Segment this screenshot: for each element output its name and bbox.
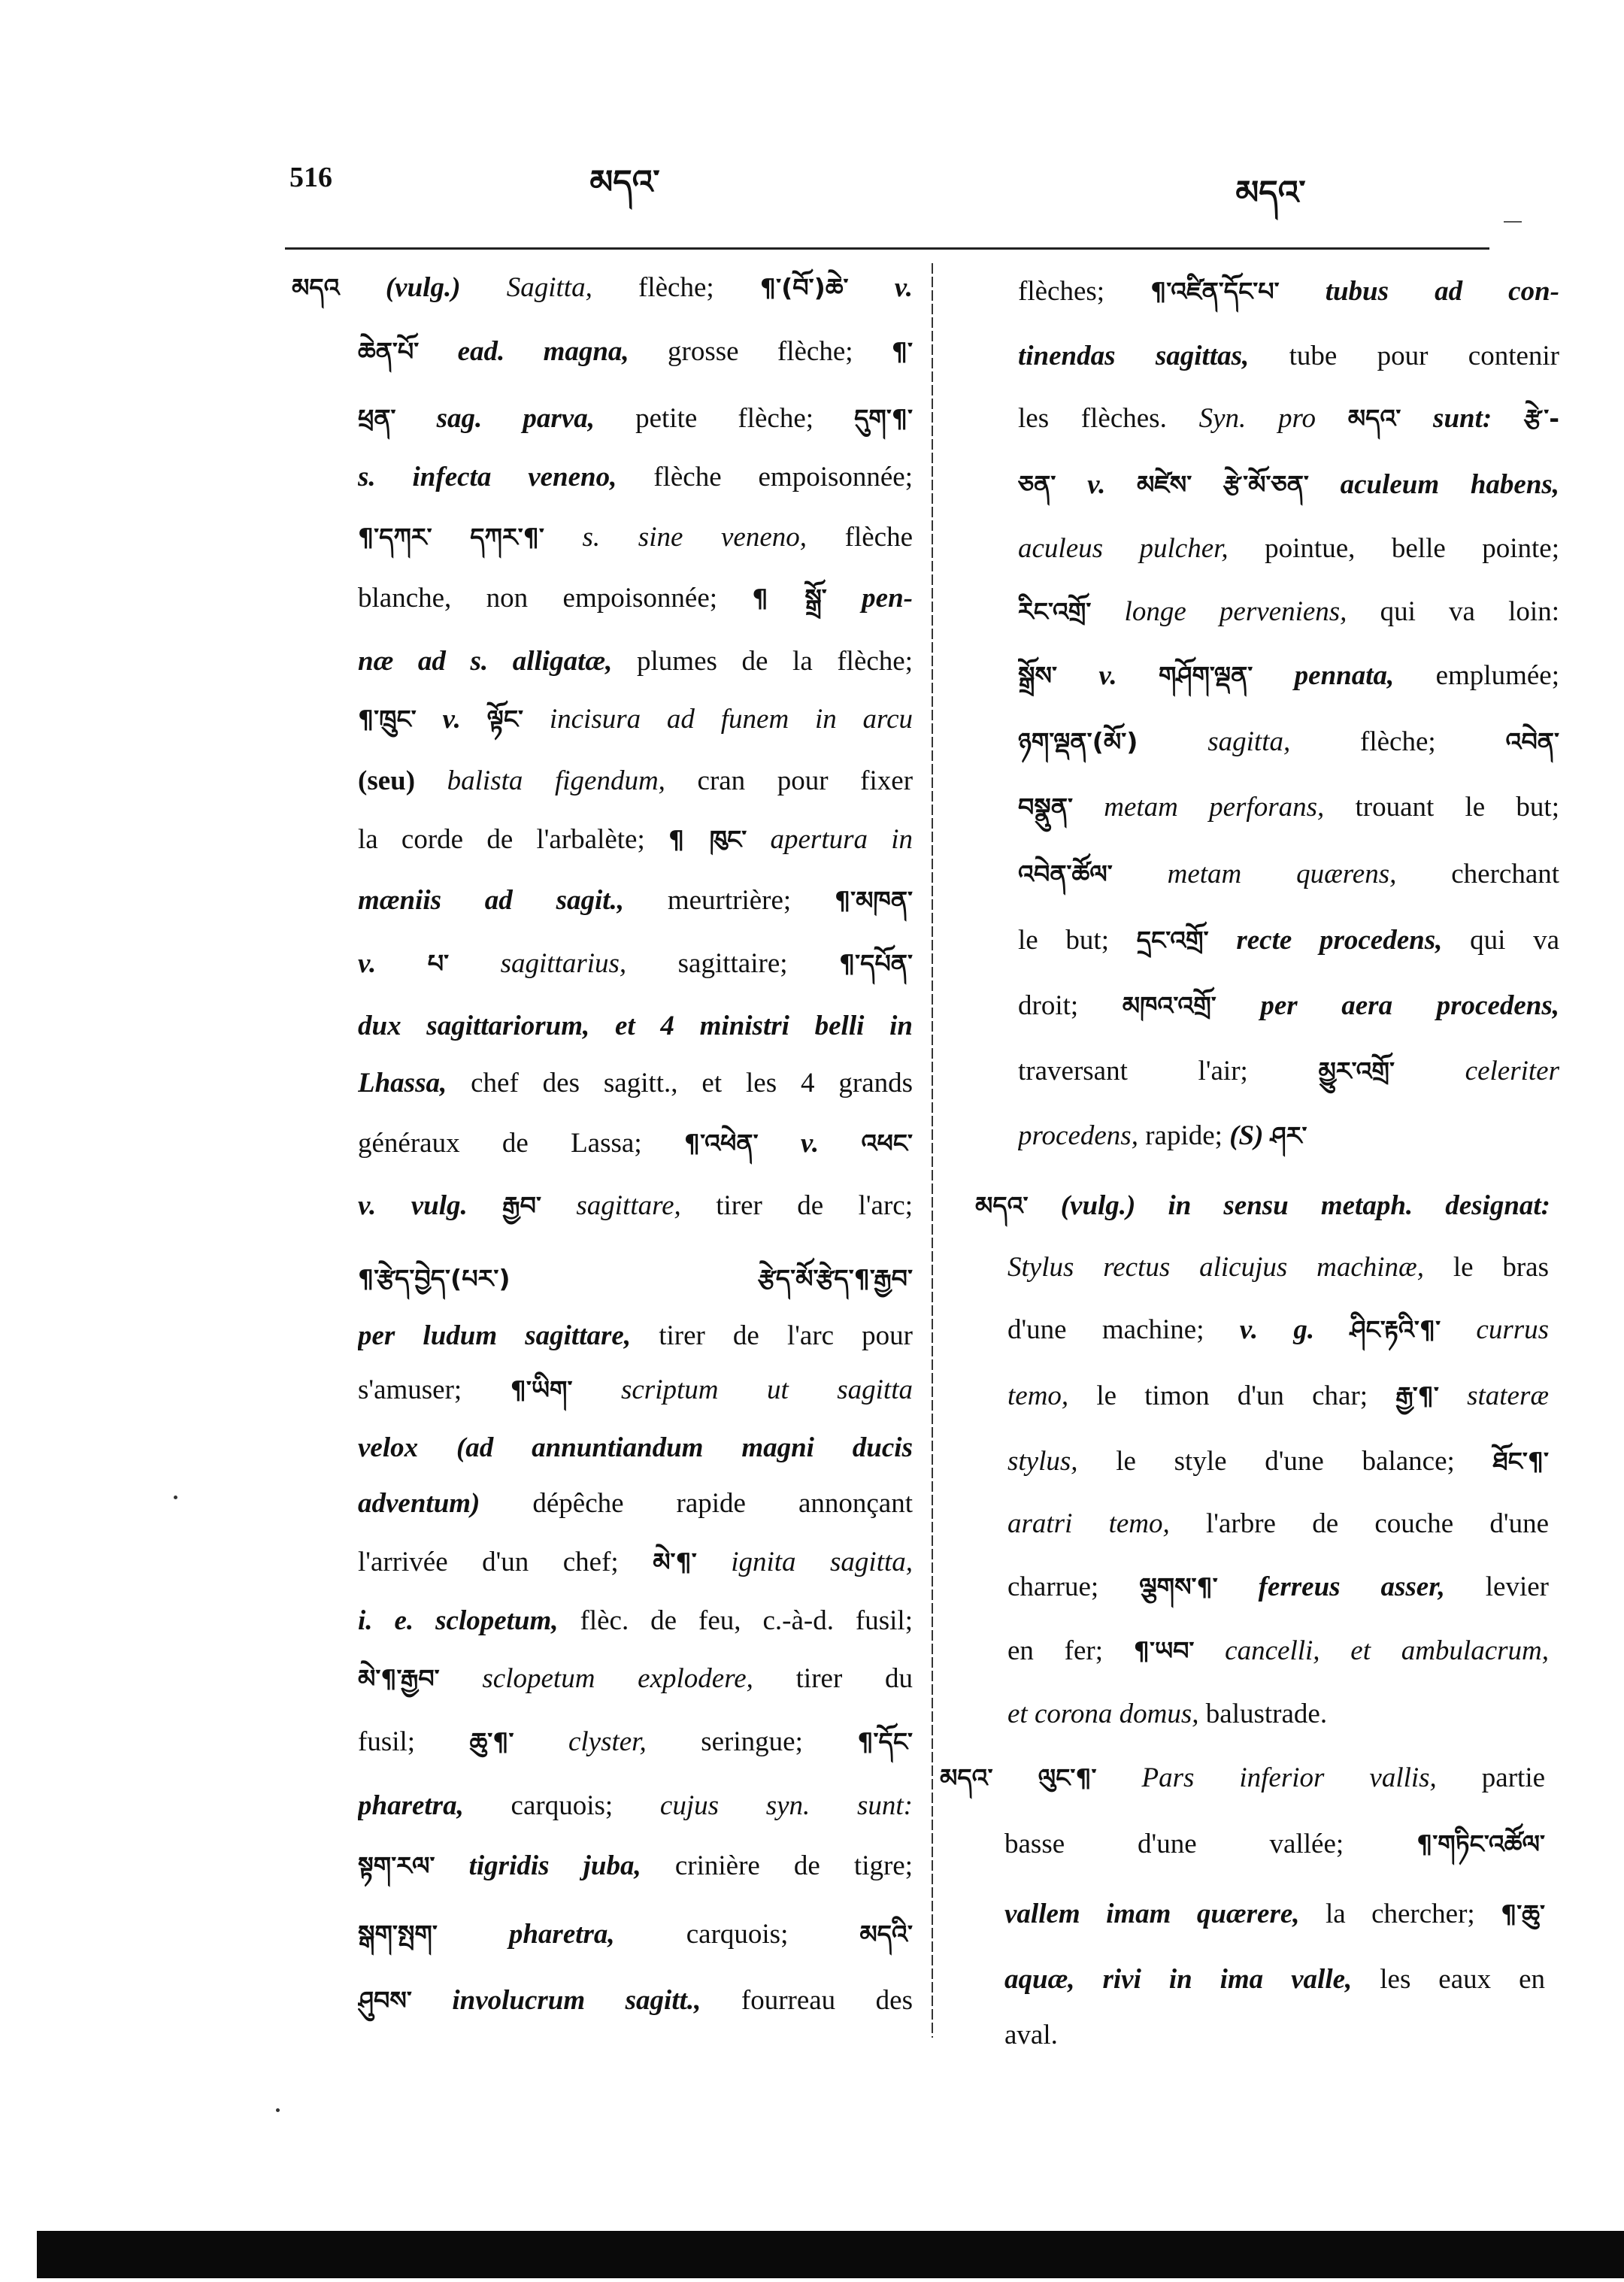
- tibetan-term: བསྣུན་: [1018, 792, 1074, 822]
- latin-text: cancelli, et ambulacrum,: [1225, 1635, 1549, 1666]
- french-text: tirer du: [795, 1663, 913, 1694]
- french-text: dépêche rapide annonçant: [532, 1488, 913, 1519]
- latin-text: metam quærens,: [1167, 859, 1397, 889]
- tibetan-term: འབེན་ཚོལ་: [1018, 859, 1113, 889]
- dict-line: [1018, 389, 1559, 449]
- tibetan-term: ¶་དཀར་: [358, 523, 432, 552]
- french-text: cherchant: [1451, 859, 1559, 889]
- tibetan-term: དཀར་¶་: [470, 523, 544, 552]
- tibetan-term: མདའི་: [859, 1920, 913, 1949]
- dict-line: [940, 1748, 1545, 1808]
- french-text: tirer de l'arc;: [716, 1190, 913, 1221]
- french-text: qui va: [1470, 925, 1559, 956]
- latin-text: sagitta,: [1207, 726, 1291, 757]
- tibetan-term: རྩེ་-: [1523, 404, 1559, 433]
- latin-text: dux sagittariorum, et 4 ministri belli in: [358, 1011, 913, 1041]
- dict-line: [1007, 1366, 1549, 1426]
- latin-text: Lhassa,: [358, 1068, 447, 1099]
- french-text: rapide;: [1145, 1120, 1223, 1151]
- tibetan-term: ལྟོང་: [486, 705, 524, 734]
- french-text: tube pour contenir: [1289, 341, 1559, 371]
- french-text: le but;: [1018, 925, 1109, 956]
- latin-text: pharetra,: [358, 1790, 464, 1821]
- latin-text: Stylus rectus alicujus machinæ,: [1007, 1252, 1424, 1283]
- french-text: grosse flèche;: [668, 336, 853, 367]
- tibetan-term: ¶་(བོ་)ཆེ་: [759, 273, 849, 302]
- french-text: flèche;: [638, 272, 714, 303]
- tibetan-term: ཕྲན་: [358, 404, 396, 433]
- french-text: blanche, non empoisonnée;: [358, 583, 718, 614]
- french-text: emplumée;: [1435, 660, 1559, 691]
- french-text: basse d'une vallée;: [1004, 1829, 1344, 1859]
- latin-text: v. vulg.: [358, 1190, 468, 1221]
- french-text: charrue;: [1007, 1571, 1099, 1602]
- dict-line: [1018, 976, 1559, 1036]
- latin-text: (vulg.) in sensu metaph. designat:: [1060, 1190, 1550, 1221]
- tibetan-term: ¶་འཛིན་དོང་པ་: [1150, 277, 1280, 306]
- latin-text: Pars inferior vallis,: [1141, 1762, 1437, 1793]
- latin-text: (S): [1229, 1120, 1264, 1151]
- french-text: flèches;: [1018, 276, 1105, 307]
- dict-line: [1004, 2005, 1545, 2065]
- tibetan-term: མཁའ་འགྲོ་: [1122, 991, 1216, 1020]
- dict-line: [1007, 1238, 1549, 1298]
- french-text: d'une machine;: [1007, 1314, 1204, 1345]
- tibetan-term: མདའ་: [1347, 404, 1401, 433]
- french-text: les flèches.: [1018, 403, 1167, 434]
- tibetan-term: ¶་འཕེན་: [683, 1129, 759, 1158]
- french-text: les eaux en: [1380, 1964, 1545, 1995]
- entry-headword: མདའ་: [940, 1763, 993, 1793]
- tibetan-term: རྩེད་མོ་རྩེད་¶་རྒྱབ་: [758, 1264, 913, 1293]
- french-text: aval.: [1004, 2020, 1058, 2050]
- latin-text: apertura in: [770, 824, 913, 855]
- latin-text: v.: [1087, 469, 1106, 500]
- latin-text: incisura ad funem in arcu: [549, 704, 913, 735]
- tibetan-term: ཆུ་¶་: [469, 1727, 514, 1756]
- tibetan-term: རྒྱ་¶་: [1395, 1381, 1439, 1411]
- latin-text: stateræ: [1467, 1380, 1549, 1411]
- french-text: meurtrière;: [667, 885, 792, 916]
- french-text: carquois;: [511, 1790, 614, 1821]
- latin-text: longe perveniens,: [1124, 596, 1347, 627]
- tibetan-term: ཤུབས་: [358, 1986, 412, 2015]
- latin-text: stylus,: [1007, 1446, 1078, 1477]
- french-text: levier: [1485, 1571, 1549, 1602]
- dict-line: [1004, 1950, 1545, 2010]
- latin-text: procedens,: [1018, 1120, 1138, 1151]
- latin-text: celeriter: [1465, 1056, 1559, 1086]
- tibetan-term: ¶་གཏིང་འཚོལ་: [1416, 1829, 1545, 1859]
- french-text: petite flèche;: [635, 403, 814, 434]
- tibetan-term: ཆེན་པོ་: [358, 337, 420, 366]
- french-text: s'amuser;: [358, 1374, 462, 1405]
- french-text: qui va loin:: [1380, 596, 1559, 627]
- dict-line: [1018, 844, 1559, 905]
- running-head-right: མདའ་: [1235, 174, 1306, 212]
- latin-text: mæniis ad sagit.,: [358, 885, 625, 916]
- tibetan-term: ལྕགས་¶་: [1139, 1572, 1218, 1602]
- latin-text: balista figendum,: [447, 765, 665, 796]
- tibetan-term: རྒྱབ་: [502, 1191, 541, 1220]
- latin-text: sagittare,: [576, 1190, 681, 1221]
- dict-line: [1018, 646, 1559, 706]
- tibetan-term: མྱུར་འགྲོ་: [1318, 1056, 1395, 1086]
- tibetan-term: རིང་འགྲོ་: [1018, 597, 1092, 626]
- tibetan-term: གཤོག་ལྡན་: [1158, 661, 1253, 690]
- latin-text: et corona domus,: [1007, 1699, 1199, 1729]
- french-text: carquois;: [686, 1919, 789, 1950]
- french-text: tirer de l'arc pour: [659, 1320, 913, 1351]
- dict-line: [1018, 326, 1559, 386]
- latin-text: pennata,: [1294, 660, 1395, 691]
- tibetan-term: ¶་ཡིག་: [510, 1375, 573, 1405]
- latin-text: scriptum ut sagitta: [620, 1374, 913, 1405]
- latin-text: per ludum sagittare,: [358, 1320, 632, 1351]
- latin-text: per aera procedens,: [1260, 990, 1559, 1021]
- dict-line: [1018, 262, 1559, 322]
- tibetan-term: དུག་¶་: [854, 404, 913, 433]
- latin-text: aculeum habens,: [1340, 469, 1559, 500]
- running-head-left: མདའ་: [589, 163, 660, 202]
- tibetan-term: ཉག་ལྡན་(མོ་): [1018, 727, 1138, 756]
- tibetan-term: ¶་དོང་: [857, 1727, 913, 1756]
- dict-line: [1018, 712, 1559, 772]
- dict-line: [1018, 519, 1559, 579]
- french-text: seringue;: [701, 1726, 803, 1757]
- tibetan-term: སྒག་སྤག་: [358, 1920, 438, 1949]
- dict-line: [1007, 1432, 1549, 1492]
- latin-text: pharetra,: [508, 1919, 615, 1950]
- entry-headword: མདའ་: [975, 1191, 1029, 1220]
- french-text: flèche: [844, 522, 913, 553]
- tibetan-term: ¶་དཔོན་: [839, 949, 913, 978]
- dict-line: [975, 1176, 1550, 1236]
- latin-text: v.: [442, 704, 461, 735]
- french-text: traversant l'air;: [1018, 1056, 1248, 1086]
- french-text: le timon d'un char;: [1096, 1380, 1368, 1411]
- french-text: flèche;: [1360, 726, 1436, 757]
- french-text: généraux de Lassa;: [358, 1128, 642, 1159]
- latin-text: s. infecta veneno,: [358, 462, 617, 492]
- french-text: crinière de tigre;: [674, 1850, 913, 1881]
- tibetan-term: སྟག་རལ་: [358, 1851, 435, 1880]
- french-text: le style d'une balance;: [1116, 1446, 1455, 1477]
- latin-text: temo,: [1007, 1380, 1069, 1411]
- tibetan-term: ཤིང་རྟའི་¶་: [1350, 1315, 1441, 1344]
- scan-border-bar: [37, 2231, 1624, 2278]
- french-text: balustrade.: [1205, 1699, 1328, 1729]
- french-text: la chercher;: [1325, 1899, 1475, 1929]
- french-text: le bras: [1453, 1252, 1549, 1283]
- dict-line: [1007, 1494, 1549, 1554]
- french-text: la corde de l'arbalète;: [358, 824, 645, 855]
- dict-line: [1007, 1557, 1549, 1617]
- dict-line: [1007, 1684, 1549, 1744]
- latin-text: v.: [800, 1128, 820, 1159]
- tibetan-term: ¶་རྩེད་བྱེད་(པར་): [358, 1264, 511, 1293]
- french-text: plumes de la flèche;: [637, 646, 913, 677]
- french-text: fourreau des: [741, 1985, 913, 2016]
- dict-line: [1004, 1884, 1545, 1944]
- dict-line: [1018, 1041, 1559, 1102]
- latin-text: næ ad s. alligatæ,: [358, 646, 613, 677]
- tibetan-term: ¶ ཁུང་: [668, 825, 747, 854]
- entry-headword: མདའ: [292, 273, 340, 302]
- latin-text: aculeus pulcher,: [1018, 533, 1229, 564]
- french-text: flèche empoisonnée;: [653, 462, 913, 492]
- french-text: pointue, belle pointe;: [1265, 533, 1559, 564]
- latin-text: sag. parva,: [436, 403, 595, 434]
- tibetan-term: སྒྲོས་: [1018, 661, 1057, 690]
- latin-text: sunt:: [1433, 403, 1492, 434]
- latin-text: v.: [358, 948, 377, 979]
- latin-text: vallem imam quærere,: [1004, 1899, 1300, 1929]
- tibetan-term: ཐོང་¶་: [1492, 1447, 1549, 1476]
- french-text: sagittaire;: [677, 948, 788, 979]
- latin-text: currus: [1476, 1314, 1549, 1345]
- latin-text: Syn. pro: [1198, 403, 1316, 434]
- latin-text: recte procedens,: [1236, 925, 1443, 956]
- latin-text: ferreus asser,: [1258, 1571, 1445, 1602]
- dict-line: [1007, 1300, 1549, 1360]
- latin-text: i. e. sclopetum,: [358, 1605, 559, 1636]
- latin-text: tigridis juba,: [468, 1850, 641, 1881]
- latin-text: s. sine veneno,: [582, 522, 807, 553]
- french-text: fusil;: [358, 1726, 416, 1757]
- french-text: cran pour fixer: [697, 765, 913, 796]
- tibetan-term: ¶་ཁྲུང་: [358, 705, 417, 734]
- french-text: chef des sagitt., et les 4 grands: [471, 1068, 913, 1099]
- tibetan-term: ལུང་¶་: [1038, 1763, 1097, 1793]
- tibetan-term: ¶་ཡབ་: [1133, 1636, 1195, 1665]
- latin-text: pen-: [862, 583, 913, 614]
- latin-text: (vulg.): [385, 272, 461, 303]
- latin-text: ead. magna,: [457, 336, 629, 367]
- scan-speck: [276, 2108, 280, 2112]
- tibetan-term: མེ་¶་རྒྱབ་: [358, 1664, 440, 1693]
- latin-text: adventum): [358, 1488, 480, 1519]
- french-text: droit;: [1018, 990, 1079, 1021]
- tibetan-term: ¶་ཆུ་: [1501, 1899, 1545, 1929]
- dict-line: [1018, 455, 1559, 515]
- tibetan-term: ¶ སྒྲོ་: [752, 583, 827, 613]
- latin-text: clyster,: [568, 1726, 647, 1757]
- latin-text: v.: [894, 272, 913, 303]
- latin-text: tinendas sagittas,: [1018, 341, 1250, 371]
- latin-text: sagittarius,: [500, 948, 627, 979]
- latin-text: v. g.: [1239, 1314, 1315, 1345]
- latin-text: sclopetum explodere,: [482, 1663, 753, 1694]
- dict-line: [1018, 777, 1559, 838]
- dict-line: [1018, 582, 1559, 642]
- latin-text: velox (ad annuntiandum magni ducis: [358, 1432, 913, 1463]
- dict-line: [1018, 1106, 1559, 1166]
- tibetan-term: མེ་¶་: [653, 1547, 697, 1577]
- tibetan-term: པ་: [427, 949, 450, 978]
- french-text: en fer;: [1007, 1635, 1104, 1666]
- tibetan-term: འཕང་: [861, 1129, 913, 1158]
- french-text: l'arrivée d'un chef;: [358, 1547, 619, 1577]
- latin-text: involucrum sagitt.,: [452, 1985, 701, 2016]
- french-text: partie: [1481, 1762, 1545, 1793]
- latin-text: cujus syn. sunt:: [659, 1790, 913, 1821]
- tibetan-term: མཛེས་: [1137, 470, 1192, 499]
- dict-line: [1018, 911, 1559, 971]
- latin-text: ignita sagitta,: [731, 1547, 913, 1577]
- tibetan-term: ¶་: [891, 337, 913, 366]
- tibetan-term: ཅན་: [1018, 470, 1056, 499]
- french-text: l'arbre de couche d'une: [1206, 1508, 1549, 1539]
- page-number: 516: [289, 162, 332, 193]
- tibetan-term: ¶་མཁན་: [834, 886, 913, 915]
- tibetan-term: ཤར་: [1270, 1121, 1307, 1150]
- tibetan-term: དྲང་འགྲོ་: [1136, 926, 1209, 955]
- latin-text: aratri temo,: [1007, 1508, 1170, 1539]
- latin-text: metam perforans,: [1104, 792, 1325, 823]
- french-text: flèc. de feu, c.-à-d. fusil;: [580, 1605, 913, 1636]
- french-text: trouant le but;: [1355, 792, 1559, 823]
- latin-text: Sagitta,: [506, 272, 592, 303]
- dict-line: [1007, 1621, 1549, 1681]
- latin-text: v.: [1098, 660, 1117, 691]
- scan-speck: [174, 1496, 177, 1499]
- latin-text: aquæ, rivi in ima valle,: [1004, 1964, 1353, 1995]
- tibetan-term: རྩེ་མོ་ཅན་: [1223, 470, 1309, 499]
- latin-text: (seu): [358, 765, 416, 796]
- dict-line: [1004, 1814, 1545, 1874]
- tibetan-term: འབེན་: [1505, 727, 1559, 756]
- latin-text: tubus ad con-: [1325, 276, 1559, 307]
